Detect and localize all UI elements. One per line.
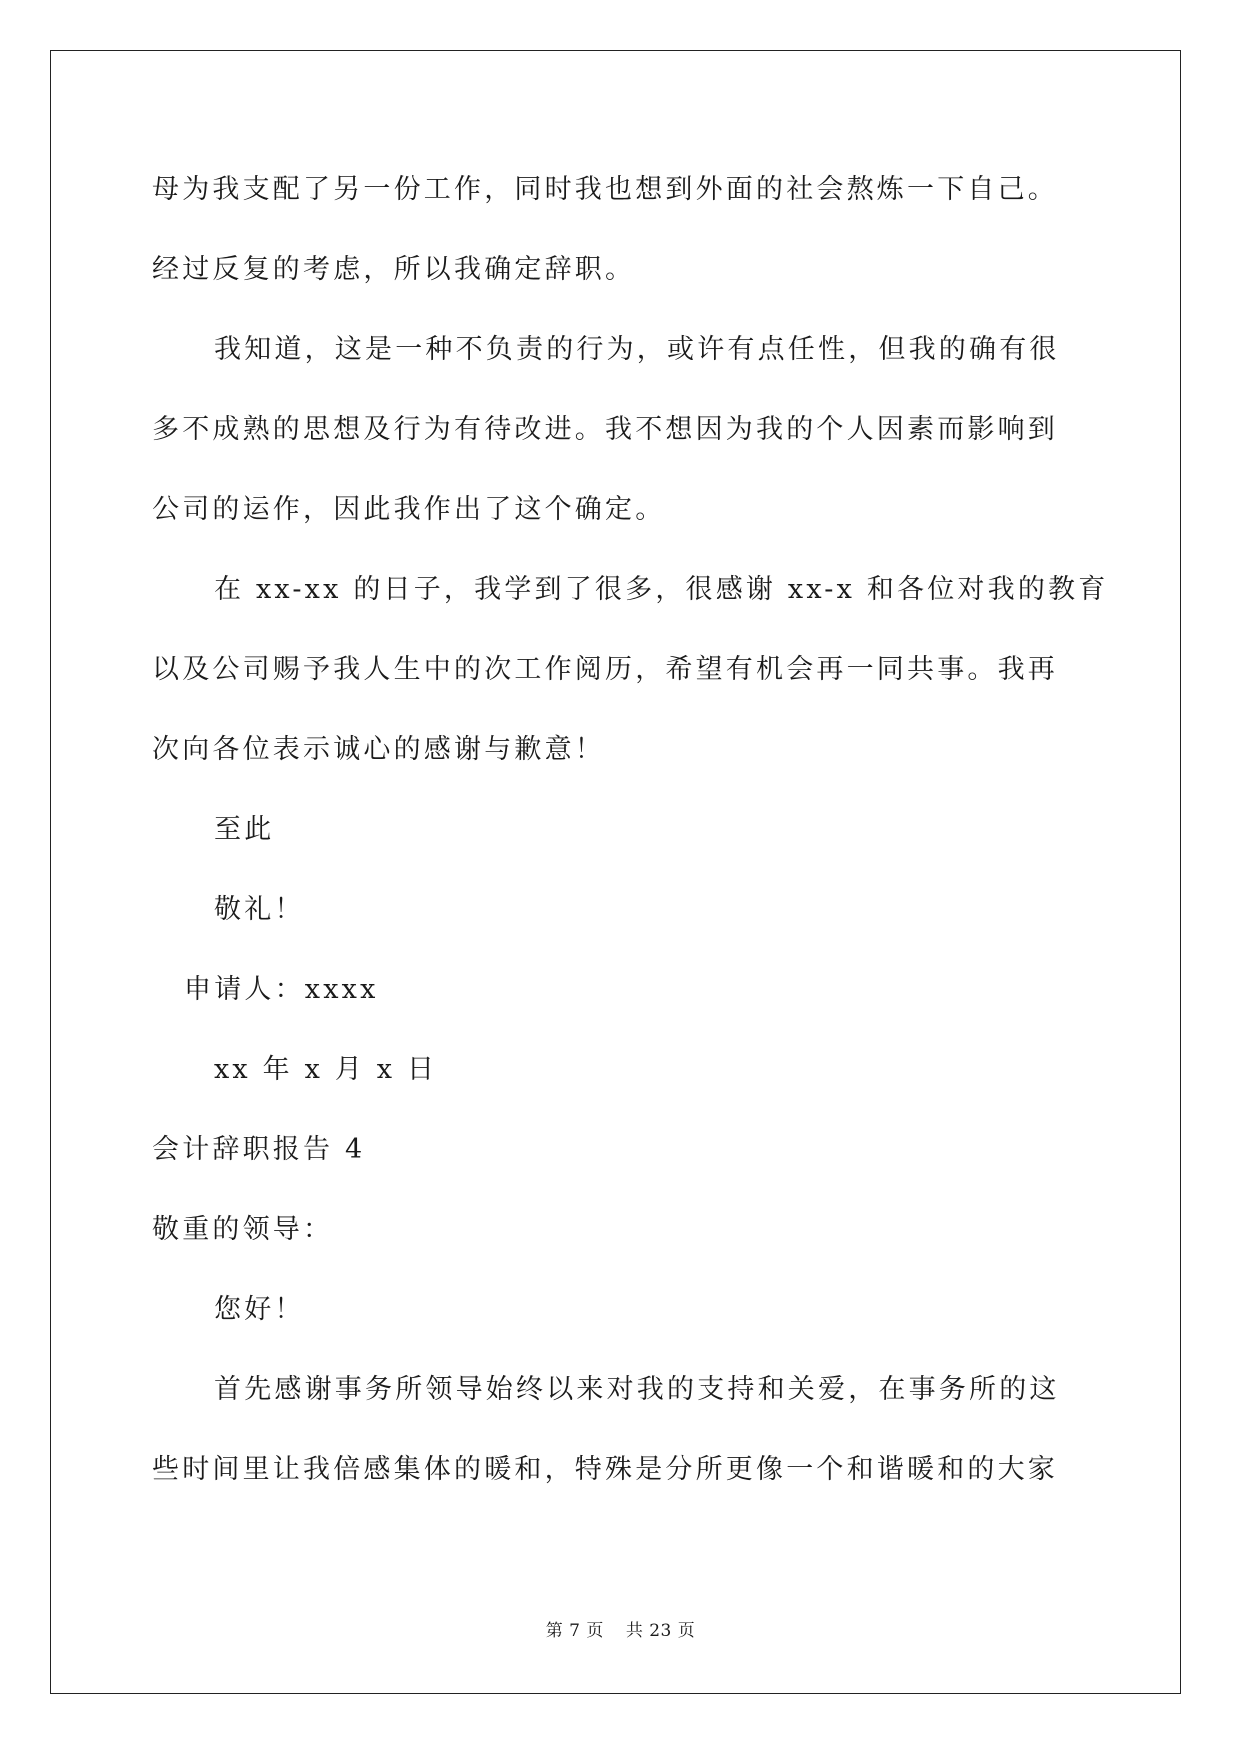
body-line: 些时间里让我倍感集体的暖和，特殊是分所更像一个和谐暖和的大家 xyxy=(152,1454,1058,1485)
section-title: 会计辞职报告 4 xyxy=(152,1134,366,1165)
paragraph-start: 首先感谢事务所领导始终以来对我的支持和关爱，在事务所的这 xyxy=(214,1374,1060,1405)
salutation-closing: 敬礼！ xyxy=(214,894,305,925)
paragraph-start: 在 xx-xx 的日子，我学到了很多，很感谢 xx-x 和各位对我的教育 xyxy=(214,574,1109,605)
greeting-hello: 您好！ xyxy=(214,1294,305,1325)
body-line: 以及公司赐予我人生中的次工作阅历，希望有机会再一同共事。我再 xyxy=(152,654,1058,685)
body-line: 公司的运作，因此我作出了这个确定。 xyxy=(152,494,666,525)
page-total: 共 23 页 xyxy=(625,1621,696,1641)
closing-phrase: 至此 xyxy=(214,814,275,845)
page-number: 第 7 页 xyxy=(545,1621,604,1641)
page-border xyxy=(50,50,1181,1694)
body-line: 多不成熟的思想及行为有待改进。我不想因为我的个人因素而影响到 xyxy=(152,414,1058,445)
greeting: 敬重的领导： xyxy=(152,1214,334,1245)
body-line: 次向各位表示诚心的感谢与歉意！ xyxy=(152,734,605,765)
page-footer xyxy=(0,1616,1241,1641)
paragraph-start: 我知道，这是一种不负责的行为，或许有点任性，但我的确有很 xyxy=(214,334,1060,365)
body-line: 母为我支配了另一份工作，同时我也想到外面的社会熬炼一下自己。 xyxy=(152,174,1058,205)
body-line: 经过反复的考虑，所以我确定辞职。 xyxy=(152,254,636,285)
date-line: xx 年 x 月 x 日 xyxy=(214,1054,438,1085)
applicant-signature: 申请人：xxxx xyxy=(184,974,379,1005)
